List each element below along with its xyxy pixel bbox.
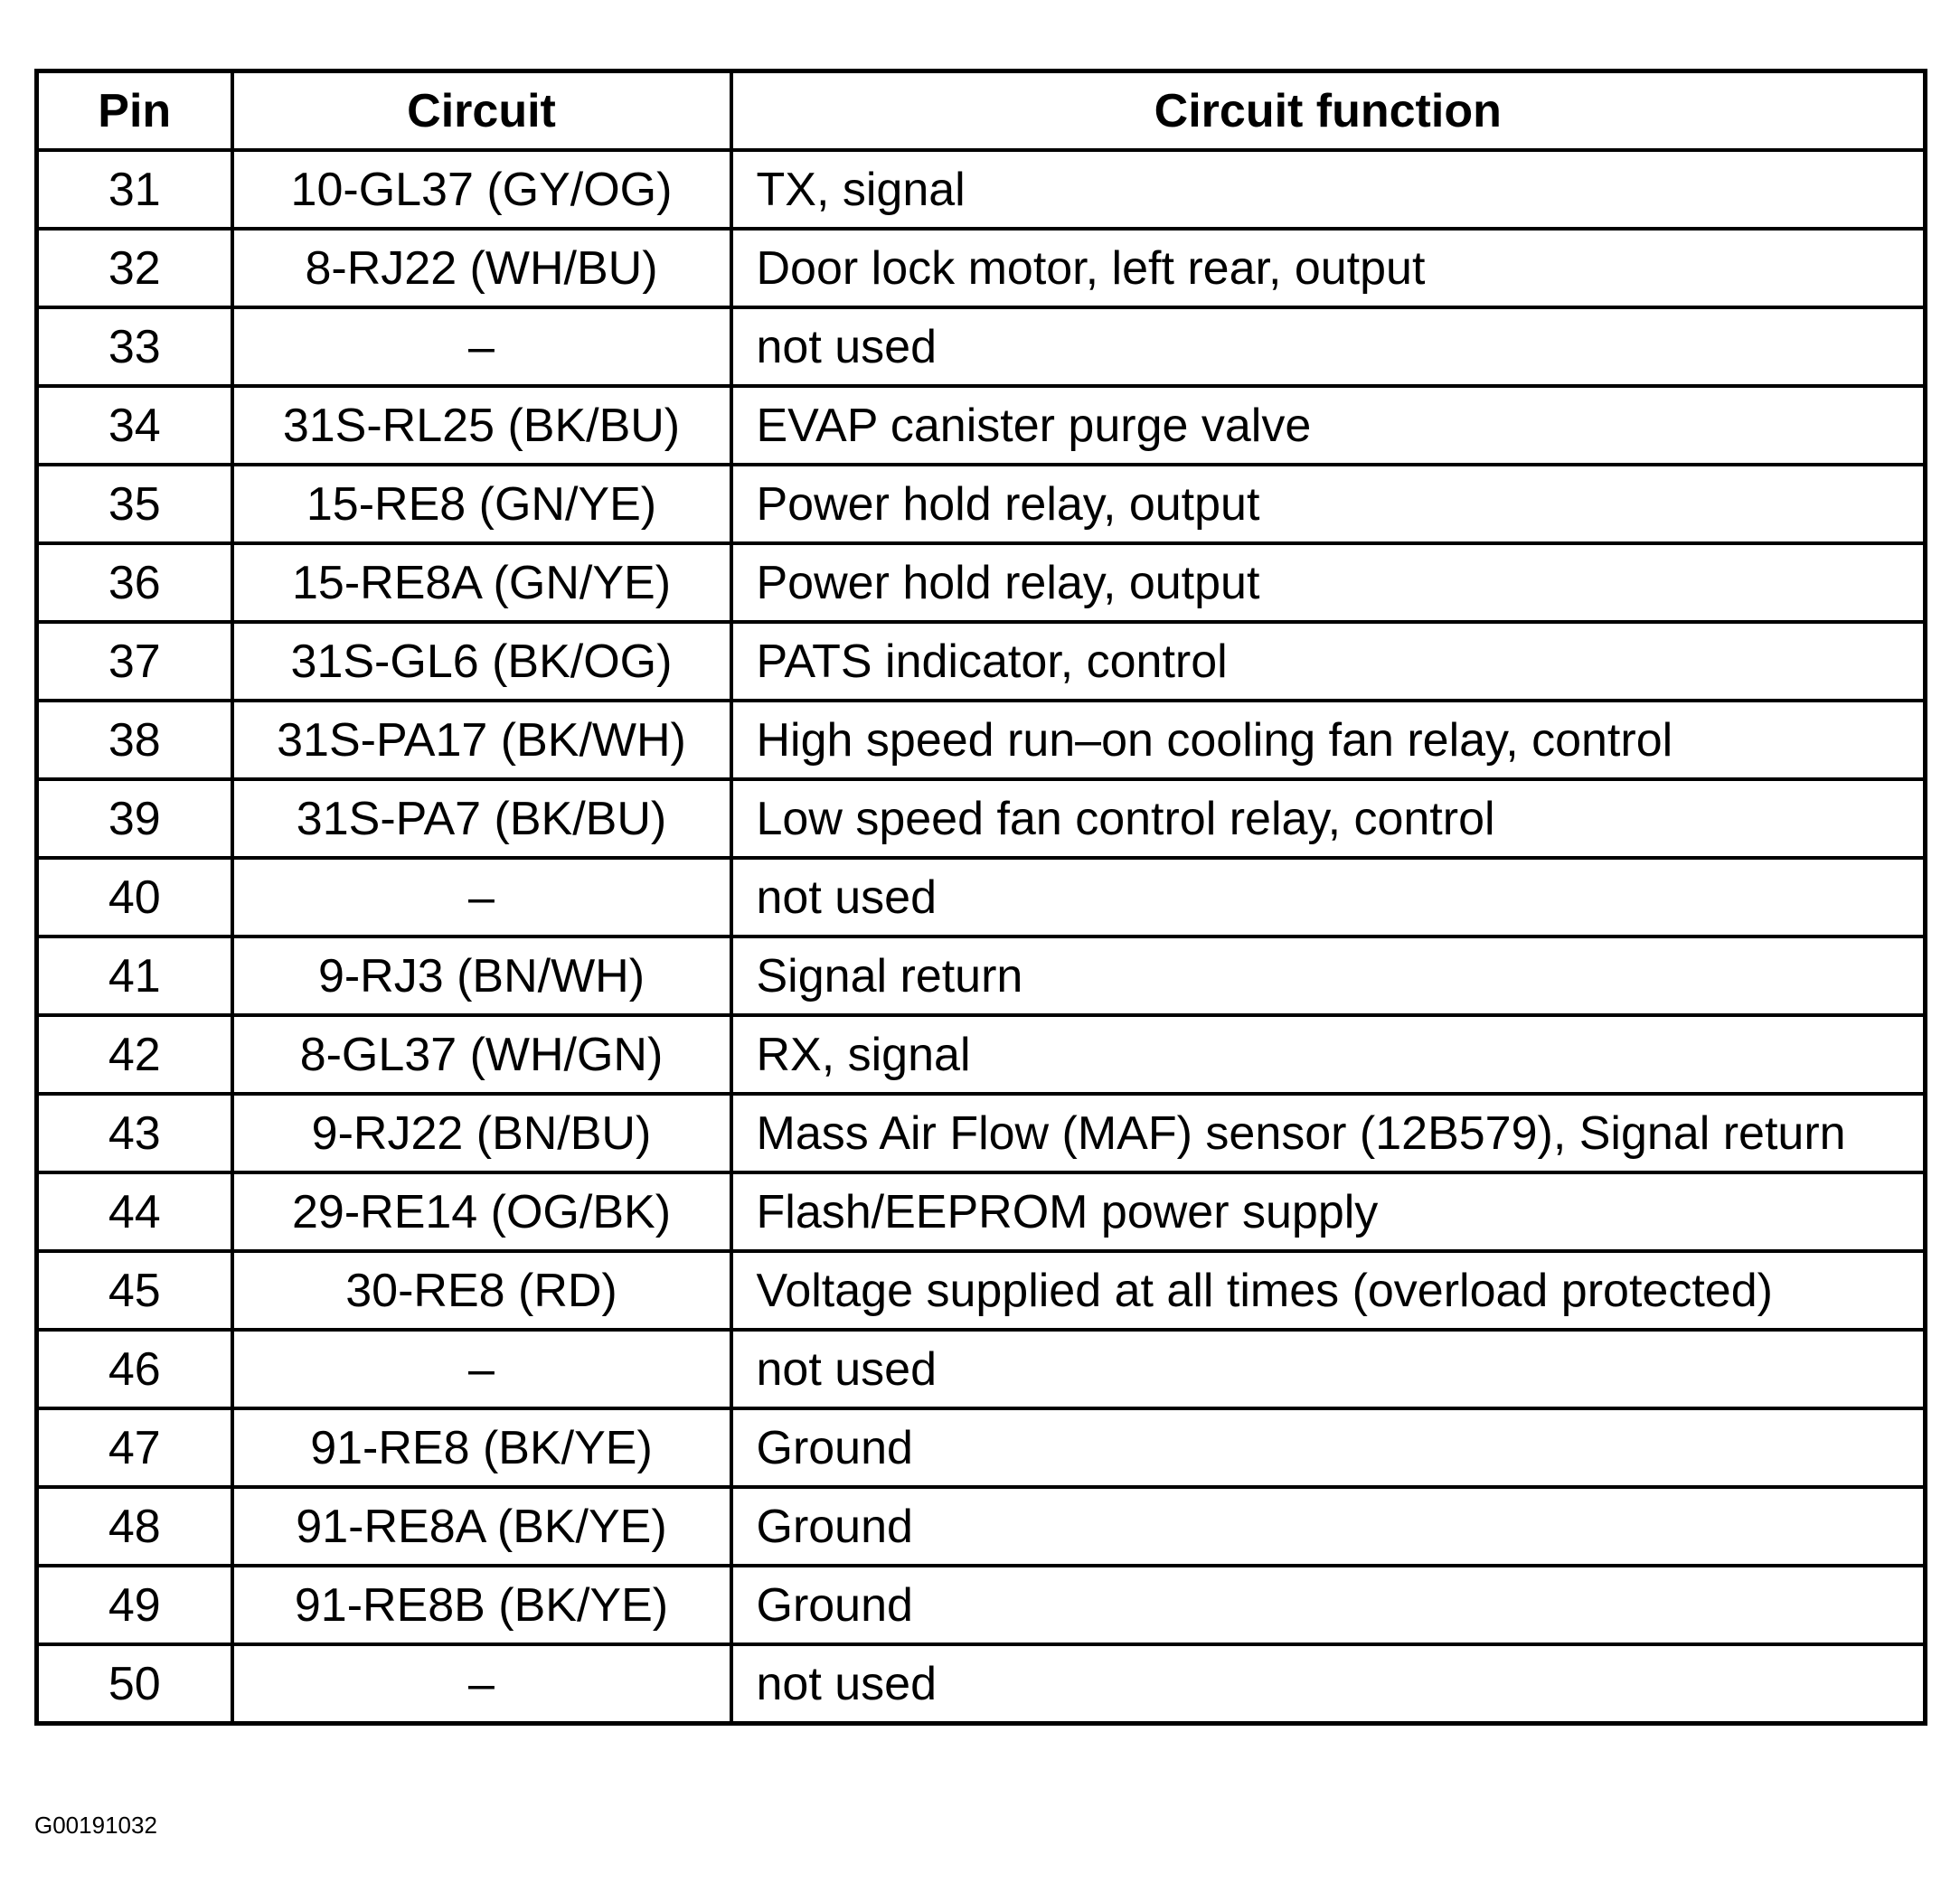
table-row (37, 1487, 1926, 1566)
circuit-cell: – (232, 1330, 731, 1408)
header-circuit: Circuit (232, 71, 731, 151)
circuit-cell: 91-RE8B (BK/YE) (232, 1566, 731, 1644)
header-circuit-function: Circuit function (731, 71, 1926, 151)
table-row (37, 1172, 1926, 1251)
pin-cell: 42 (37, 1015, 232, 1094)
pin-cell: 31 (37, 150, 232, 229)
pin-cell: 46 (37, 1330, 232, 1408)
pin-cell: 35 (37, 465, 232, 543)
table-row (37, 622, 1926, 701)
table-row (37, 701, 1926, 779)
table-row (37, 858, 1926, 937)
circuit-cell: 15-RE8A (GN/YE) (232, 543, 731, 622)
pin-cell: 32 (37, 229, 232, 307)
table-row (37, 229, 1926, 307)
table-body (37, 150, 1926, 1724)
function-cell: Low speed fan control relay, control (731, 779, 1926, 858)
pin-cell: 39 (37, 779, 232, 858)
function-cell: RX, signal (731, 1015, 1926, 1094)
pin-cell: 33 (37, 307, 232, 386)
table-row (37, 1251, 1926, 1330)
table-row (37, 386, 1926, 465)
function-cell: Power hold relay, output (731, 543, 1926, 622)
pin-cell: 38 (37, 701, 232, 779)
pin-cell: 44 (37, 1172, 232, 1251)
pin-cell: 49 (37, 1566, 232, 1644)
pin-cell: 48 (37, 1487, 232, 1566)
circuit-cell: 91-RE8 (BK/YE) (232, 1408, 731, 1487)
function-cell: Door lock motor, left rear, output (731, 229, 1926, 307)
function-cell: Ground (731, 1566, 1926, 1644)
function-cell: Mass Air Flow (MAF) sensor (12B579), Signal return (731, 1094, 1926, 1172)
header-pin: Pin (37, 71, 232, 151)
function-cell: Power hold relay, output (731, 465, 1926, 543)
table-row (37, 937, 1926, 1015)
function-cell: not used (731, 307, 1926, 386)
circuit-cell: 8-GL37 (WH/GN) (232, 1015, 731, 1094)
function-cell: not used (731, 1330, 1926, 1408)
pin-cell: 45 (37, 1251, 232, 1330)
circuit-cell: 91-RE8A (BK/YE) (232, 1487, 731, 1566)
table-row (37, 543, 1926, 622)
circuit-cell: – (232, 307, 731, 386)
pin-cell: 34 (37, 386, 232, 465)
figure-id-label: G00191032 (34, 1812, 157, 1839)
table-row (37, 1094, 1926, 1172)
circuit-cell: 8-RJ22 (WH/BU) (232, 229, 731, 307)
circuit-cell: 30-RE8 (RD) (232, 1251, 731, 1330)
circuit-cell: 15-RE8 (GN/YE) (232, 465, 731, 543)
table-row (37, 1408, 1926, 1487)
function-cell: Flash/EEPROM power supply (731, 1172, 1926, 1251)
table-row (37, 1015, 1926, 1094)
table-row (37, 1566, 1926, 1644)
circuit-cell: – (232, 858, 731, 937)
function-cell: Ground (731, 1408, 1926, 1487)
function-cell: PATS indicator, control (731, 622, 1926, 701)
pin-cell: 41 (37, 937, 232, 1015)
table-row (37, 150, 1926, 229)
circuit-cell: 31S-PA7 (BK/BU) (232, 779, 731, 858)
circuit-cell: 31S-PA17 (BK/WH) (232, 701, 731, 779)
table-row (37, 779, 1926, 858)
header-row (37, 71, 1926, 151)
pin-cell: 36 (37, 543, 232, 622)
circuit-cell: 31S-GL6 (BK/OG) (232, 622, 731, 701)
pin-cell: 43 (37, 1094, 232, 1172)
function-cell: Signal return (731, 937, 1926, 1015)
pin-cell: 50 (37, 1644, 232, 1724)
function-cell: EVAP canister purge valve (731, 386, 1926, 465)
function-cell: Voltage supplied at all times (overload protected) (731, 1251, 1926, 1330)
table-header (37, 71, 1926, 151)
function-cell: High speed run–on cooling fan relay, control (731, 701, 1926, 779)
circuit-cell: 9-RJ3 (BN/WH) (232, 937, 731, 1015)
circuit-cell: 29-RE14 (OG/BK) (232, 1172, 731, 1251)
circuit-cell: – (232, 1644, 731, 1724)
table-row (37, 465, 1926, 543)
pin-table (34, 69, 1927, 1726)
function-cell: TX, signal (731, 150, 1926, 229)
table-row (37, 1330, 1926, 1408)
pin-cell: 40 (37, 858, 232, 937)
table-row (37, 307, 1926, 386)
table-row (37, 1644, 1926, 1724)
function-cell: not used (731, 1644, 1926, 1724)
circuit-cell: 9-RJ22 (BN/BU) (232, 1094, 731, 1172)
pin-cell: 47 (37, 1408, 232, 1487)
circuit-cell: 31S-RL25 (BK/BU) (232, 386, 731, 465)
circuit-cell: 10-GL37 (GY/OG) (232, 150, 731, 229)
function-cell: not used (731, 858, 1926, 937)
pin-cell: 37 (37, 622, 232, 701)
function-cell: Ground (731, 1487, 1926, 1566)
